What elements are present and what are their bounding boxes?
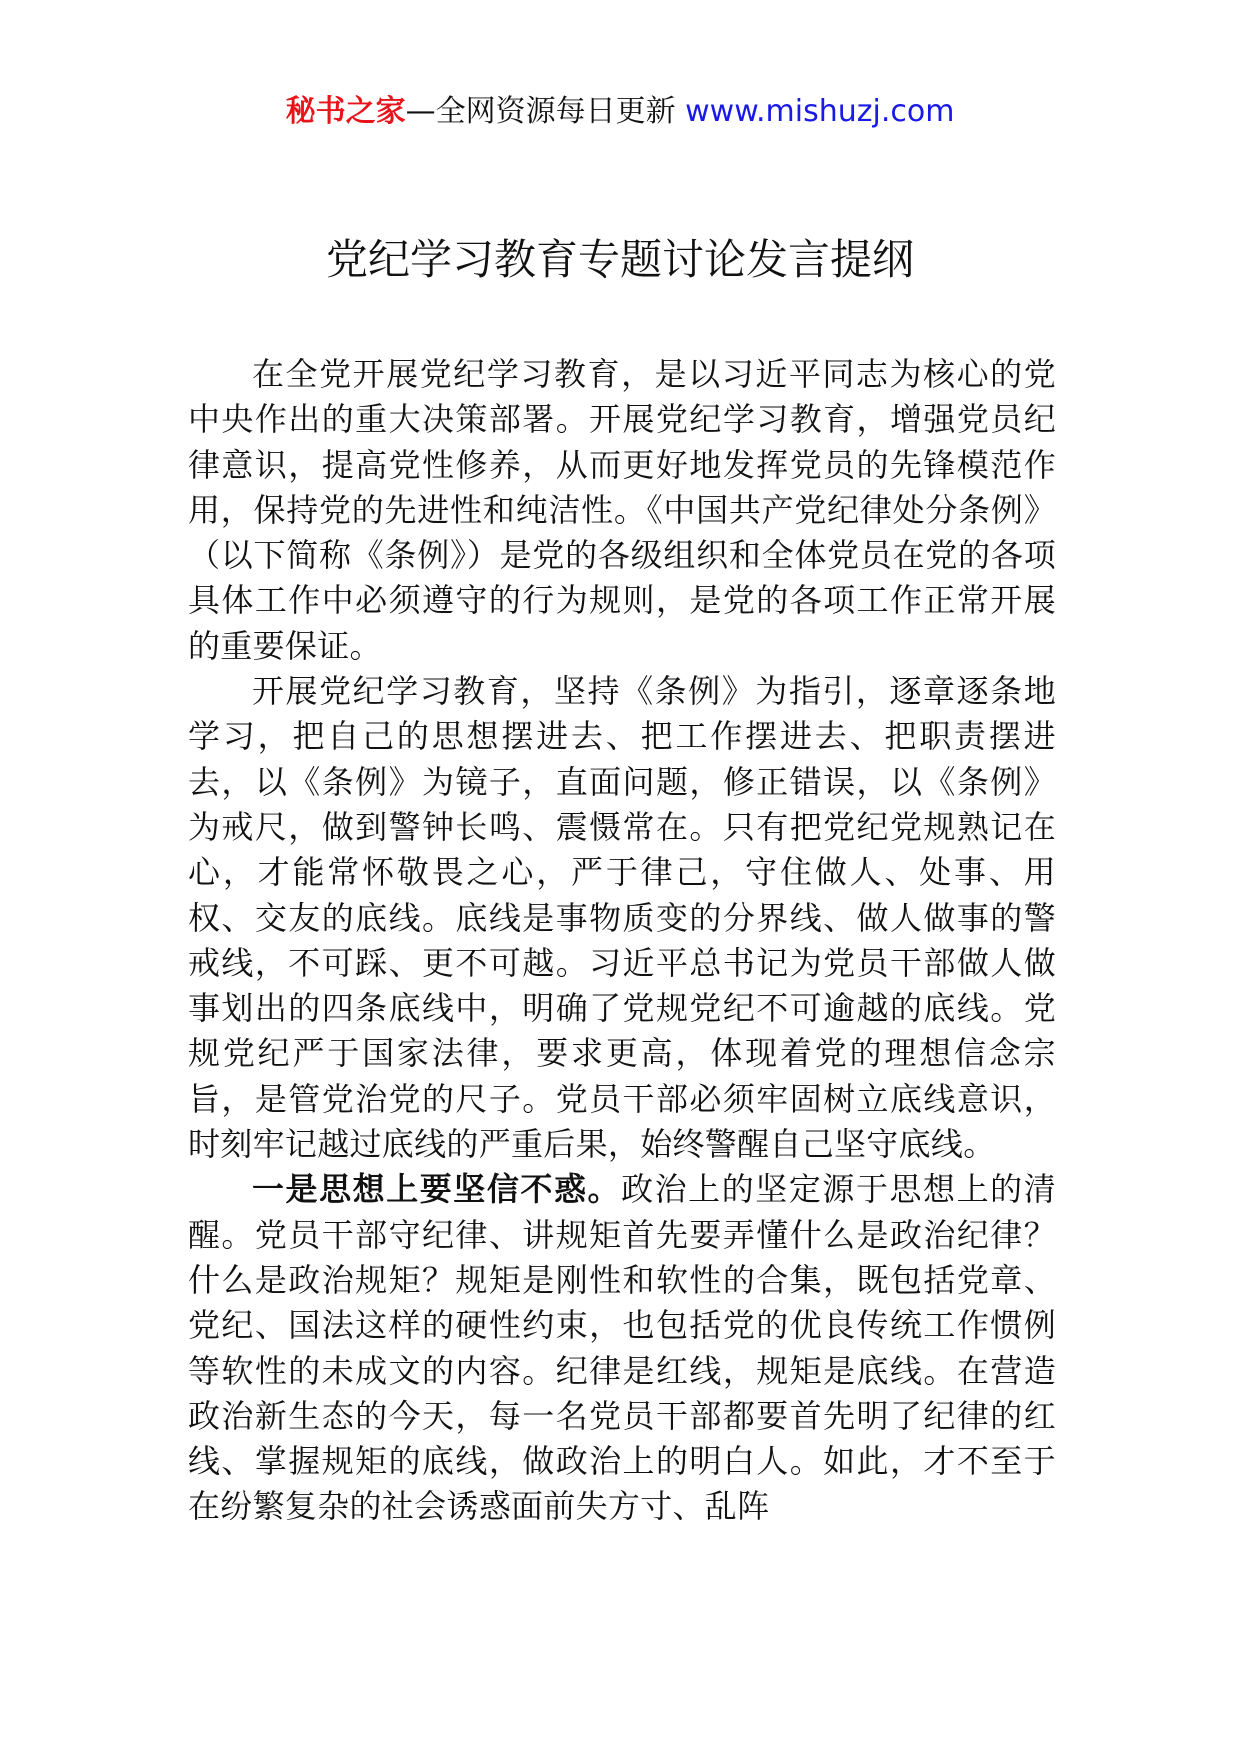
site-header — [0, 92, 1240, 132]
paragraph-2 — [188, 669, 1056, 1167]
paragraph-lead: 一是思想上要坚信不惑。 — [252, 1170, 622, 1209]
paragraph-text: 在全党开展党纪学习教育，是以习近平同志为核心的党中央作出的重大决策部署。开展党纪学习教育，增强党员纪律意识，提高党性修养，从而更好地发挥党员的先锋模范作用，保持党的先进性和纯洁性。《中国共产党纪律处分条例》（以下简称《条例》）是党的各级组织和全体党员在党的各项具体工作中必须遵守的行为规则，是党的各项工作正常开展的重要保证。 — [188, 355, 1056, 665]
paragraph-text: 政治上的坚定源于思想上的清醒。党员干部守纪律、讲规矩首先要弄懂什么是政治纪律？什么是政治规矩？规矩是刚性和软性的合集，既包括党章、党纪、国法这样的硬性约束，也包括党的优良传统工作惯例等软性的未成文的内容。纪律是红线，规矩是底线。在营造政治新生态的今天，每一名党员干部都要首先明了纪律的红线、掌握规矩的底线，做政治上的明白人。如此，才不至于在纷繁复杂的社会诱惑面前失方寸、乱阵 — [188, 1170, 1056, 1526]
header-tagline: —全网资源每日更新 — [405, 94, 676, 129]
site-url-link[interactable]: www.mishuzj.com — [685, 94, 955, 129]
paragraph-1 — [188, 352, 1056, 669]
paragraph-text: 开展党纪学习教育，坚持《条例》为指引，逐章逐条地学习，把自己的思想摆进去、把工作摆进去、把职责摆进去，以《条例》为镜子，直面问题，修正错误，以《条例》为戒尺，做到警钟长鸣、震慑常在。只有把党纪党规熟记在心，才能常怀敬畏之心，严于律己，守住做人、处事、用权、交友的底线。底线是事物质变的分界线、做人做事的警戒线，不可踩、更不可越。习近平总书记为党员干部做人做事划出的四条底线中，明确了党规党纪不可逾越的底线。党规党纪严于国家法律，要求更高，体现着党的理想信念宗旨，是管党治党的尺子。党员干部必须牢固树立底线意识，时刻牢记越过底线的严重后果，始终警醒自己坚守底线。 — [188, 672, 1056, 1164]
paragraph-3 — [188, 1167, 1056, 1529]
document-title: 党纪学习教育专题讨论发言提纲 — [325, 235, 914, 284]
document-body — [188, 352, 1056, 1530]
brand-name: 秘书之家 — [285, 94, 406, 129]
